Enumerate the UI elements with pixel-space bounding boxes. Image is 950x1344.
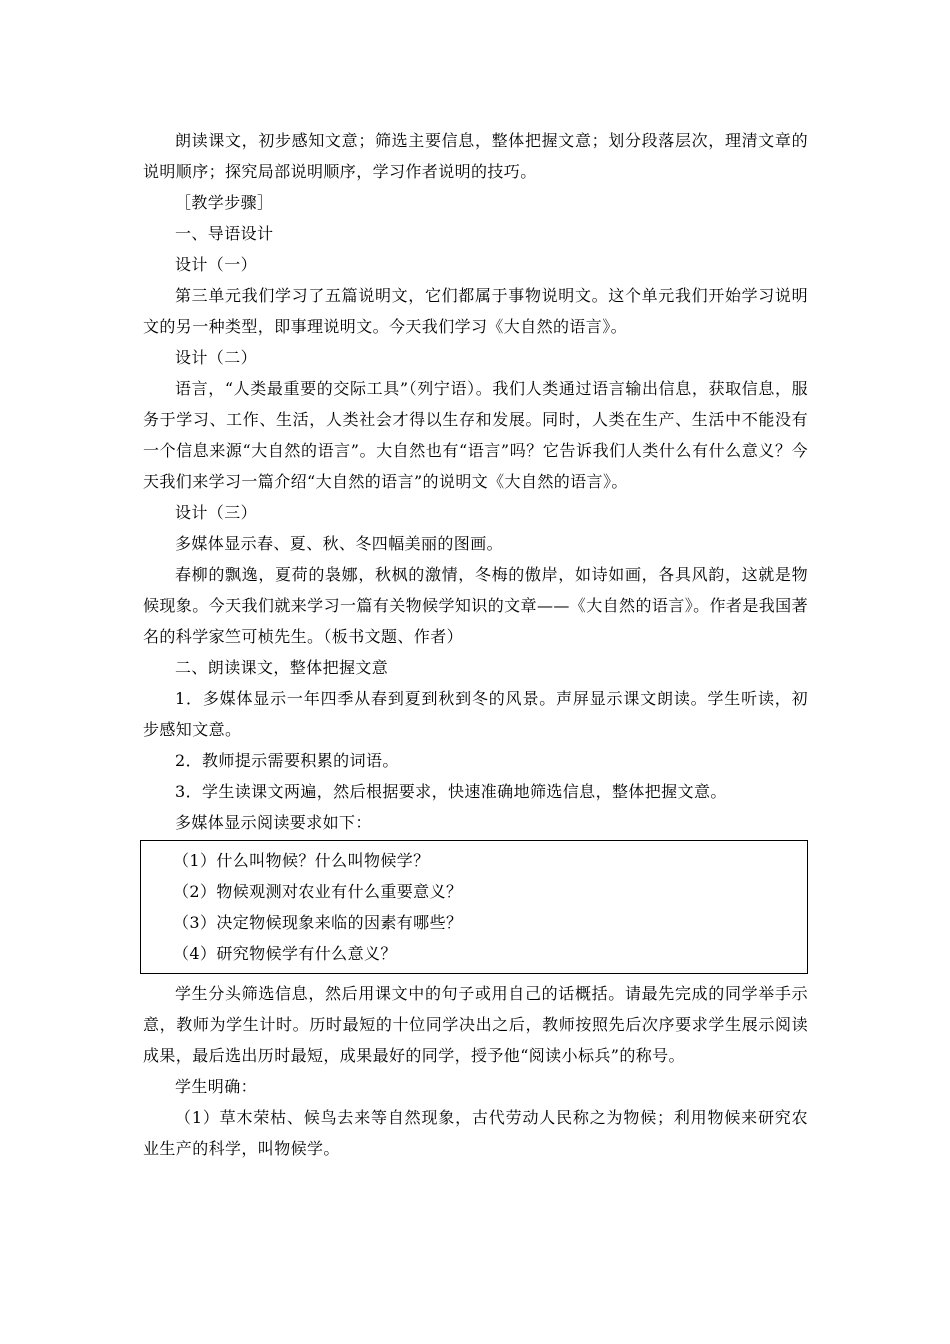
section-label-teaching-steps: ［教学步骤］ bbox=[175, 193, 274, 212]
reading-requirements-box bbox=[140, 840, 808, 974]
subheading-design-3: 设计（三） bbox=[175, 503, 258, 522]
question-2: （2）物候观测对农业有什么重要意义？ bbox=[173, 882, 463, 901]
step-3-paragraph: 3．学生读课文两遍，然后根据要求，快速准确地筛选信息，整体把握文意。 bbox=[175, 782, 727, 801]
heading-read-text: 二、朗读课文，整体把握文意 bbox=[175, 658, 389, 677]
step-2-paragraph: 2．教师提示需要积累的词语。 bbox=[175, 751, 399, 770]
question-3: （3）决定物候现象来临的因素有哪些？ bbox=[173, 913, 463, 932]
question-4: （4）研究物候学有什么意义？ bbox=[173, 944, 397, 963]
objectives-paragraph: 朗读课文，初步感知文意；筛选主要信息，整体把握文意；划分段落层次，理清文章的说明顺序；探究局部说明顺序，学习作者说明的技巧。 bbox=[143, 131, 808, 181]
answer-1-paragraph: （1）草木荣枯、候鸟去来等自然现象，古代劳动人民称之为物候；利用物候来研究农业生产的科学，叫物候学。 bbox=[143, 1108, 808, 1158]
document-body bbox=[143, 125, 808, 1164]
design-3-media-paragraph: 多媒体显示春、夏、秋、冬四幅美丽的图画。 bbox=[175, 534, 504, 553]
design-2-paragraph: 语言，“人类最重要的交际工具”（列宁语）。我们人类通过语言输出信息，获取信息，服务于学习、工作、生活，人类社会才得以生存和发展。同时，人类在生产、生活中不能没有一个信息来源“大自然的语言”。大自然也有“语言”吗？它告诉我们人类什么有什么意义？今天我们来学习一篇介绍“大自然的语言”的说明文《大自然的语言》。 bbox=[143, 379, 808, 491]
students-clarify-label: 学生明确： bbox=[175, 1077, 258, 1096]
design-3-paragraph: 春柳的飘逸，夏荷的袅娜，秋枫的激情，冬梅的傲岸，如诗如画，各具风韵，这就是物候现象。今天我们就来学习一篇有关物候学知识的文章——《大自然的语言》。作者是我国著名的科学家竺可桢先生。（板书文题、作者） bbox=[143, 565, 808, 646]
subheading-design-2: 设计（二） bbox=[175, 348, 258, 367]
reading-requirements-intro: 多媒体显示阅读要求如下： bbox=[175, 813, 372, 832]
heading-intro-design: 一、导语设计 bbox=[175, 224, 274, 243]
step-1-paragraph: 1．多媒体显示一年四季从春到夏到秋到冬的风景。声屏显示课文朗读。学生听读，初步感知文意。 bbox=[143, 689, 808, 739]
student-activity-paragraph: 学生分头筛选信息，然后用课文中的句子或用自己的话概括。请最先完成的同学举手示意，教师为学生计时。历时最短的十位同学决出之后，教师按照先后次序要求学生展示阅读成果，最后选出历时最短，成果最好的同学，授予他“阅读小标兵”的称号。 bbox=[143, 984, 808, 1065]
design-1-paragraph: 第三单元我们学习了五篇说明文，它们都属于事物说明文。这个单元我们开始学习说明文的另一种类型，即事理说明文。今天我们学习《大自然的语言》。 bbox=[143, 286, 808, 336]
subheading-design-1: 设计（一） bbox=[175, 255, 258, 274]
question-1: （1）什么叫物候？什么叫物候学？ bbox=[173, 851, 430, 870]
